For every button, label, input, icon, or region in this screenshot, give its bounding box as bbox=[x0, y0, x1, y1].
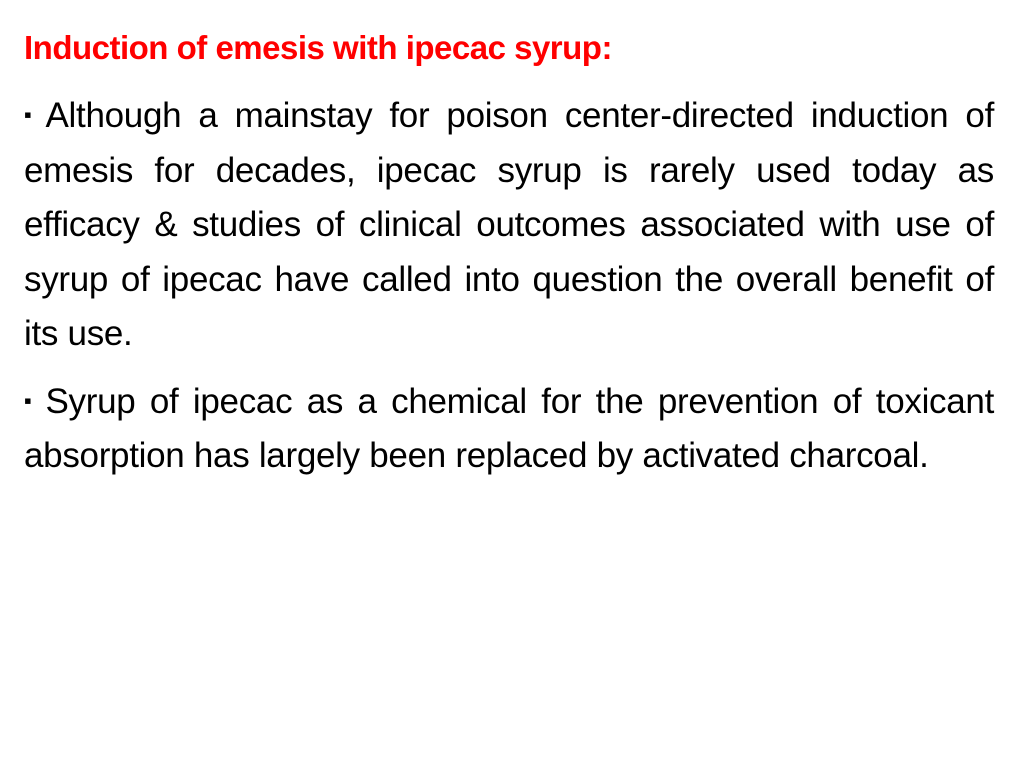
bullet-text: Although a mainstay for poison center-directed induction of emesis for decades, ipecac syrup is rarely used today as efficacy & studies of clinical outcomes associated with use of syrup of ipecac have called into question the overall benefit of its use. bbox=[24, 96, 994, 353]
bullet-list bbox=[24, 88, 994, 484]
bullet-text: Syrup of ipecac as a chemical for the prevention of toxicant absorption has largely been replaced by activated charcoal. bbox=[24, 381, 994, 475]
bullet-item bbox=[24, 88, 994, 362]
slide-title: Induction of emesis with ipecac syrup: bbox=[24, 29, 612, 66]
square-bullet-icon: ▪ bbox=[24, 387, 32, 413]
square-bullet-icon: ▪ bbox=[24, 102, 32, 127]
bullet-item bbox=[24, 374, 994, 484]
